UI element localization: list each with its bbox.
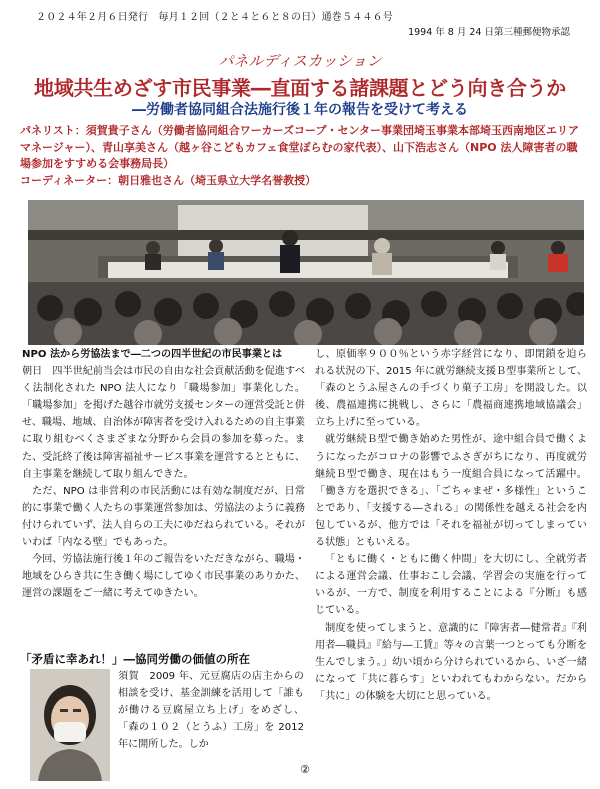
article-title: 地域共生めざす市民事業―直面する諸課題とどう向き合うか <box>34 76 566 100</box>
article-subtitle: ―労働者協同組合法施行後１年の報告を受けて考える <box>132 102 468 118</box>
article-kicker: パネルディスカッション <box>218 52 382 70</box>
postal-approval-line: 1994 年 8 月 24 日第三種郵便物承認 <box>408 27 570 38</box>
panel-photo-illustration <box>28 200 584 345</box>
page-number: ② <box>300 763 310 776</box>
right-paragraph-1: し、原価率９００％という赤字経営になり、即閉鎖を迫られる状況の下、2015 年に就労継続支援Ｂ型事業所として、「森のとうふ屋さんの手づくり菓子工房」を開設した。以後、農福連携に挑戦し、さらに「農福商連携地域協議会」立ち上げに至っている。 <box>315 349 587 429</box>
portrait-illustration <box>30 669 110 781</box>
section-2-body <box>118 668 304 753</box>
coordinator-text: コーディネーター：朝日雅也さん（埼玉県立大学名誉教授） <box>20 173 317 187</box>
right-column <box>315 346 587 705</box>
issue-line: ２０２４年２月６日発行 毎月１２回（２と４と６と８の日）通巻５４４６号 <box>36 12 393 23</box>
panelists-text: パネリスト：須賀貴子さん（労働者協同組合ワーカーズコープ・センター事業団埼玉事業本部埼玉西南地区エリアマネージャー）、青山享美さん（越ヶ谷こどもカフェ食堂ぽらむの家代表）、山下浩志さん（NPO 法人障害者の職場参加をすすめる会事務局長） <box>20 124 580 170</box>
panel-discussion-photo <box>28 200 584 345</box>
left-paragraph-1: 朝日 四半世紀前当会は市民の自由な社会貢献活動を促進すべく法制化された NPO 法人になり「職場参加」事業化した。「職場参加」を掲げた越谷市就労支援センターの運営受託と併せ、職場、地域、自治体が障害者を受け入れるための自主事業に取り組むべくさまざまな分野から会員の参加を募った。また、受託終了後は障害福祉サービス事業を運営するとともに、自主事業を継続して取り組んできた。 <box>22 366 305 480</box>
section-2-paragraph: 須賀 2009 年、元豆腐店の店主からの相談を受け、基金訓練を活用して「誰もが働ける豆腐屋立ち上げ」をめざし、「森の１０２（とうふ）工房」を 2012 年に開所した。しか <box>118 671 304 751</box>
left-column <box>22 346 305 602</box>
panelist-credits <box>20 123 580 189</box>
section-2-heading: 「矛盾に幸あれ！」―協同労働の価値の所在 <box>20 652 250 666</box>
left-paragraph-3: 今回、労協法施行後１年のご報告をいただきながら、職場・地域をひらき共に生き働く場にしてゆく市民事業のありかた、運営の課題をご一緒に考えてゆきたい。 <box>22 554 305 600</box>
speaker-portrait <box>30 669 110 781</box>
left-paragraph-2: ただ、NPO は非営利の市民活動には有効な制度だが、日常的に事業で働く人たちの事業運営参加は、労協法のように義務付けられていず、法人自らの工夫にゆだねられている。それがいわば「内なる壁」でもあった。 <box>22 485 305 549</box>
left-section-heading: NPO 法から労協法まで―二つの四半世紀の市民事業とは <box>22 349 283 360</box>
right-paragraph-2: 就労継続Ｂ型で働き始めた男性が、途中組合員で働くようになったがコロナの影響でふさぎがちになり、再度就労継続Ｂ型で働き、現在はもう一度組合員になって活躍中。「働き方を選択できる」、「ごちゃまぜ・多様性」ということであり、「支援する―される」の関係性を越える社会を内包しているが、他方では「それを福祉が切ってしまっている状態」ともいえる。 <box>315 434 587 549</box>
right-paragraph-4: 制度を使ってしまうと、意識的に『障害者―健常者』『利用者―職員』『給与―工賃』等々の言葉一つとっても分断を生んでしまう。」幼い頃から分けられているから、いざ一緒になって「共に暮らす」といわれてもわからない。だから「共に」の体験を大切にと思っている。 <box>315 622 587 702</box>
right-paragraph-3: 「ともに働く・ともに働く仲間」を大切にし、全就労者による運営会議、仕事おこし会議、学習会の実施を行っているが、一方で、制度を利用することによる『分断』も感じている。 <box>315 554 587 617</box>
